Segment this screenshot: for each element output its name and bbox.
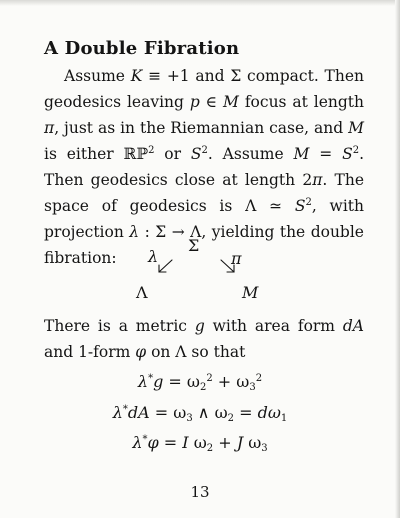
equation-metric: $\lambda^*g = \omega_2^2 + \omega_3^2$	[137, 372, 263, 393]
diagram-pi-label: π	[231, 249, 242, 268]
diagram-sigma: Σ	[188, 236, 200, 255]
section-heading: A Double Fibration	[44, 38, 240, 59]
diagram-Lambda: Λ	[136, 283, 148, 302]
paragraph-metric: There is a metric g with area form dA and 1-form φ on Λ so that	[44, 317, 364, 361]
equation-area-form: $\lambda^*dA = \omega_3$ ∧ $\omega_2 = d\omega_1$	[112, 403, 288, 424]
diagram-M: M	[242, 283, 259, 302]
paragraph-double-fibration: Assume K ≡ +1 and Σ compact. Then geodesics leaving p ∈ M focus at length π, just as in the Riemannian case, and M is either ℝℙ$^2$ or $S^2$. Assume $M = S^2$. Then geodesics close at length 2π. The space of geodesics is Λ ≃ $S^2$, with projection λ : Σ → Λ, yielding the double fibration:	[44, 67, 364, 267]
page-shadow-top	[0, 0, 400, 6]
page-number: 13	[190, 483, 210, 501]
diagram-lambda-label: λ	[148, 247, 159, 266]
equation-one-form: λ*φ = I $\omega_2 + J$ $\omega_3$	[132, 433, 268, 454]
